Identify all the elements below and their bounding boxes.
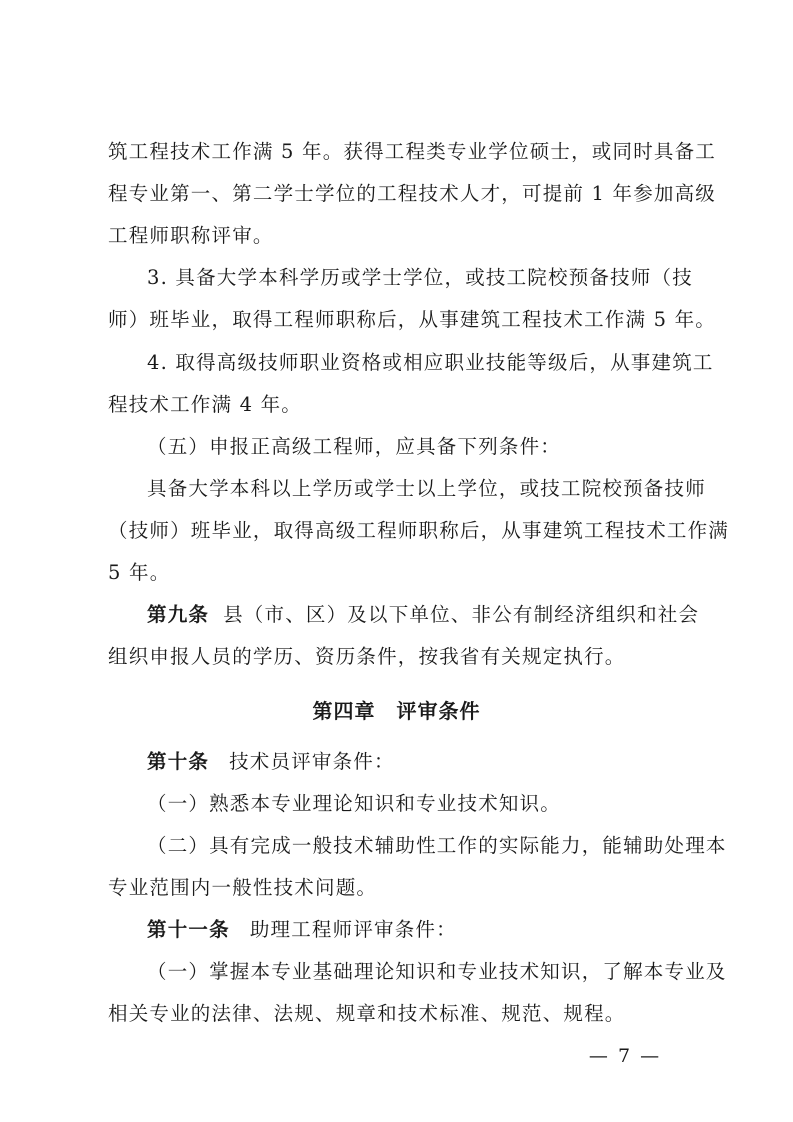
text-line: （一）掌握本专业基础理论知识和专业技术知识，了解本专业及 [147,960,727,983]
text-line: 4. 取得高级技师职业资格或相应职业技能等级后，从事建筑工 [147,351,714,374]
text-line: （技师）班毕业，取得高级工程师职称后，从事建筑工程技术工作满 [108,519,730,542]
chapter-heading: 第四章 评审条件 [312,699,481,723]
article-label: 第十一条 [147,918,230,941]
text-line: 工程师职称评审。 [108,224,274,247]
text-line: （五）申报正高级工程师，应具备下列条件： [147,435,562,458]
text-line: 相关专业的法律、法规、规章和技术标准、规范、规程。 [108,1002,626,1025]
page-number: — 7 — [588,1045,662,1067]
text-line: 专业范围内一般性技术问题。 [108,876,378,899]
text-line: 技术员评审条件： [229,750,395,773]
article-label: 第九条 [147,603,210,626]
text-line: 具备大学本科以上学历或学士以上学位，或技工院校预备技师 [147,477,706,500]
text-line: 程技术工作满 4 年。 [108,393,303,416]
text-line: 5 年。 [108,561,171,584]
text-line: 筑工程技术工作满 5 年。获得工程类专业学位硕士，或同时具备工 [108,140,717,163]
text-line: 助理工程师评审条件： [249,918,457,941]
article-11-line [147,918,688,942]
article-label: 第十条 [147,750,210,773]
text-line: 县（市、区）及以下单位、非公有制经济组织和社会 [223,603,700,626]
text-line: （二）具有完成一般技术辅助性工作的实际能力，能辅助处理本 [147,834,727,857]
text-line: 组织申报人员的学历、资历条件，按我省有关规定执行。 [108,645,626,668]
text-line: 程专业第一、第二学士学位的工程技术人才，可提前 1 年参加高级 [108,182,717,205]
article-10-line [147,750,688,774]
text-line: 师）班毕业，取得工程师职称后，从事建筑工程技术工作满 5 年。 [108,308,717,331]
article-9-line [147,603,700,627]
text-line: （一）熟悉本专业理论知识和专业技术知识。 [147,792,562,815]
text-line: 3. 具备大学本科学历或学士学位，或技工院校预备技师（技 [147,266,693,289]
